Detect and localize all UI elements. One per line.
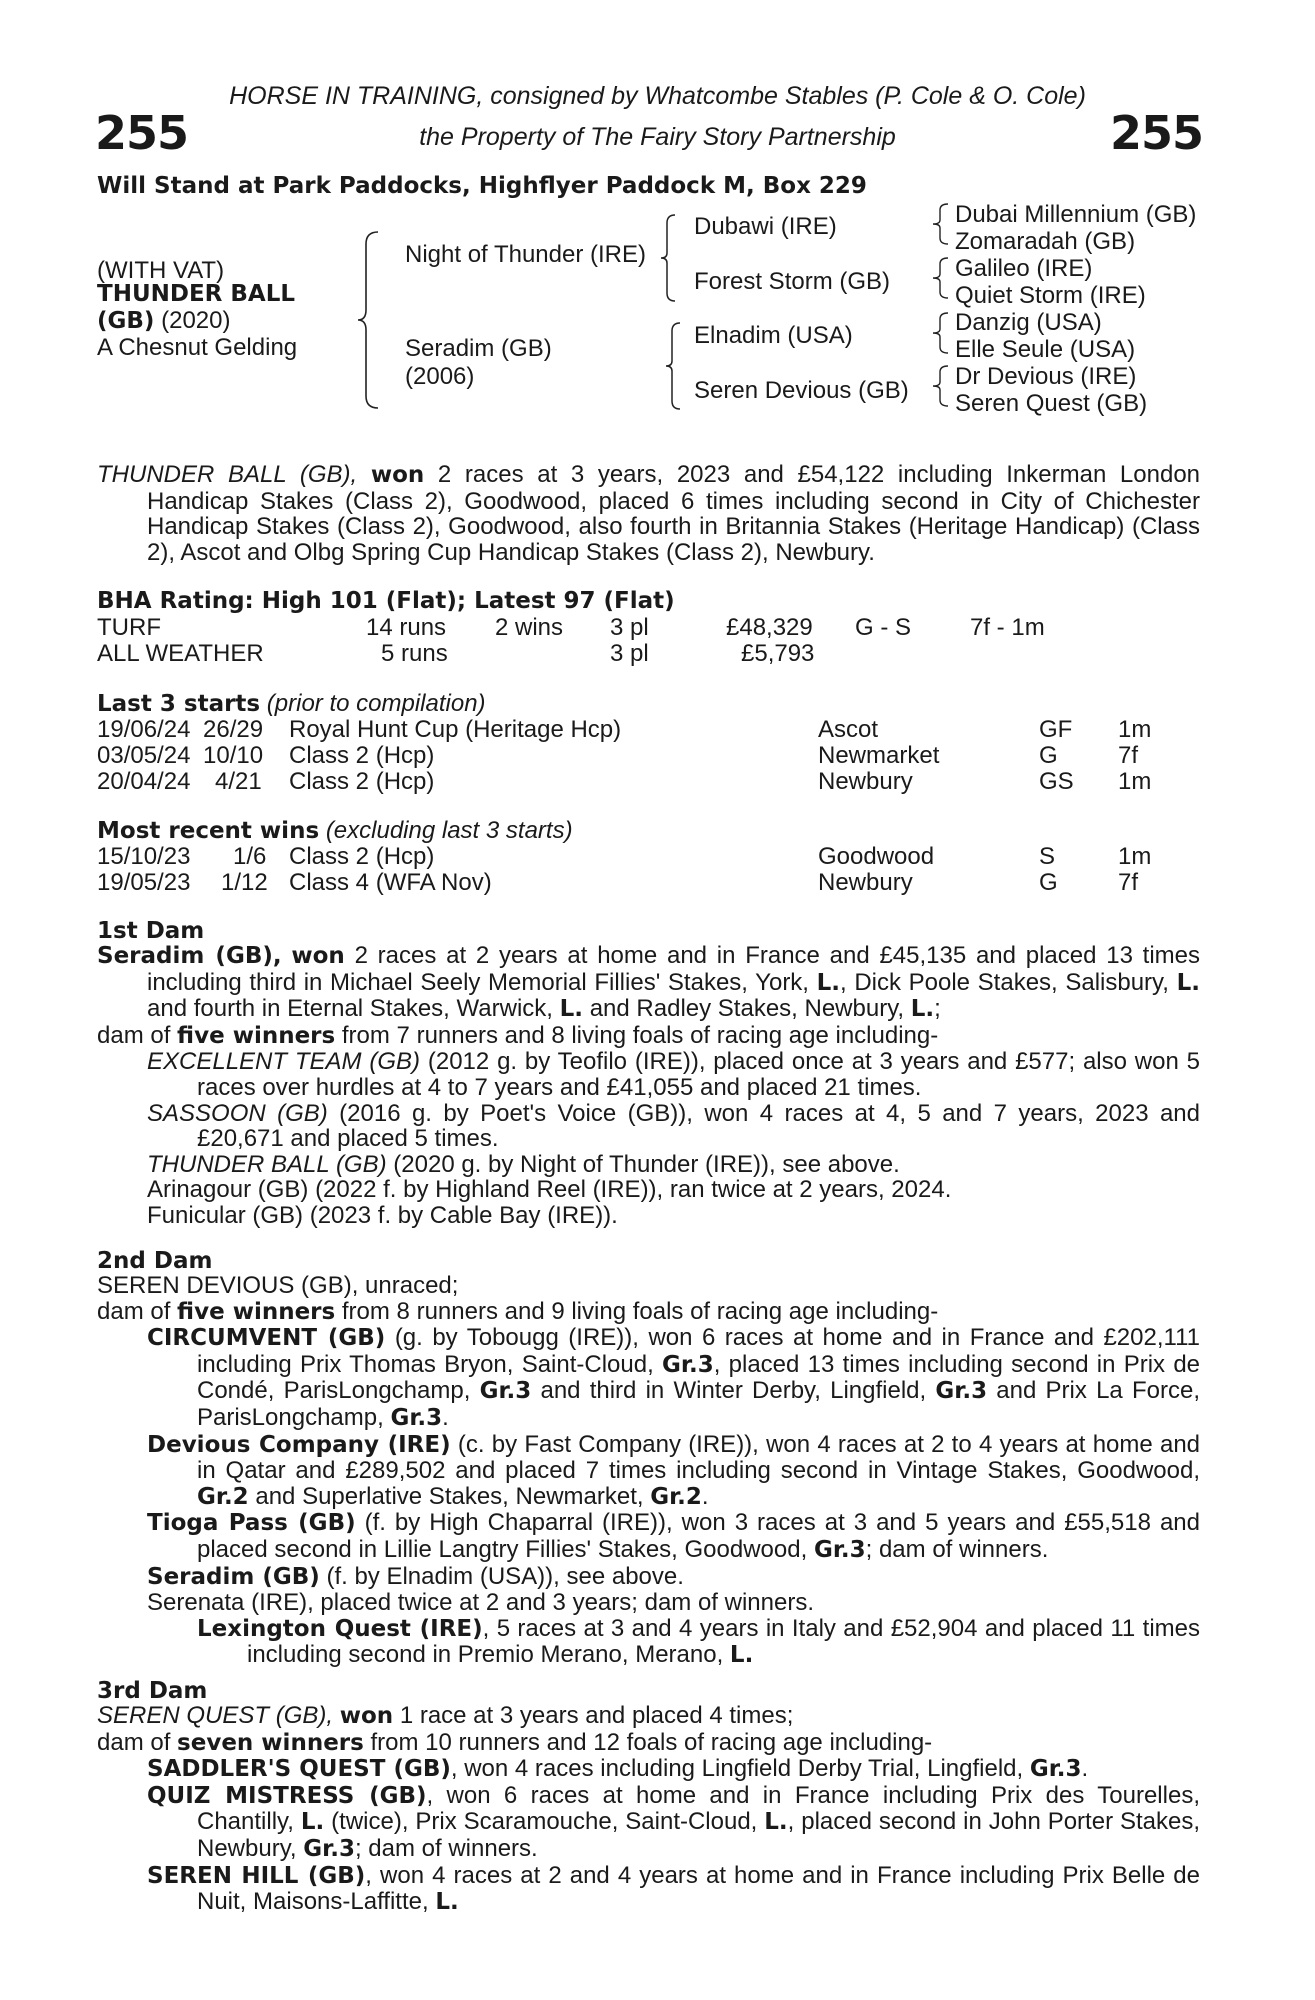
brace-g2 bbox=[930, 256, 952, 300]
horse-description: A Chesnut Gelding bbox=[97, 334, 298, 361]
brace-g1 bbox=[930, 202, 952, 246]
third-dam-record: SEREN QUEST (GB), won 1 race at 3 years and placed 4 times; dam of seven winners from 10 runners and 12 foals of racing age including- SADDLER'S QUEST (GB), won 4 races including Lingfield Derby Trial, Lingfield, Gr.3. QUIZ MISTRESS (GB), won 6 races at home and in France including Prix des Tourelles, Chantilly, L. (twice), Prix Scaramouche, Saint-Cloud, L., placed second in John Porter Stakes, Newbury, Gr.3; dam of winners. SEREN HILL (GB), won 4 races at 2 and 4 years at home and in France including Prix Belle de Nuit, Maisons-Laffitte, L. bbox=[97, 1702, 1201, 1916]
dam-dam: Seren Devious (GB) bbox=[694, 377, 909, 404]
rating-row-turf: TURF 14 runs 2 wins 3 pl £48,329 G - S 7f - 1m bbox=[97, 614, 1045, 641]
recent-win-row: 19/05/23 1/12 Class 4 (WFA Nov) Newbury G 7f bbox=[97, 869, 1139, 896]
ancestor-dss: Danzig (USA) bbox=[955, 309, 1102, 336]
stabling-location: Will Stand at Park Paddocks, Highflyer Paddock M, Box 229 bbox=[97, 173, 867, 199]
bha-rating-title: BHA Rating: High 101 (Flat); Latest 97 (Flat) bbox=[97, 588, 675, 614]
brace-g4 bbox=[930, 364, 952, 408]
consignor-line: HORSE IN TRAINING, consigned by Whatcombe Stables (P. Cole & O. Cole) bbox=[229, 82, 1086, 110]
pedigree-brace-dam bbox=[664, 321, 684, 411]
first-dam-heading: 1st Dam bbox=[97, 918, 205, 944]
sire: Night of Thunder (IRE) bbox=[405, 241, 646, 268]
last-start-row: 03/05/24 10/10 Class 2 (Hcp) Newmarket G 7f bbox=[97, 742, 1139, 769]
property-line: the Property of The Fairy Story Partnership bbox=[419, 123, 896, 151]
horse-name: THUNDER BALL bbox=[97, 281, 296, 307]
dam-year: (2006) bbox=[405, 363, 475, 390]
pedigree-brace-sire bbox=[659, 213, 679, 303]
recent-wins-heading: Most recent wins (excluding last 3 starts) bbox=[97, 817, 573, 844]
ancestor-ddd: Seren Quest (GB) bbox=[955, 390, 1148, 417]
lot-number-left: 255 bbox=[95, 106, 189, 160]
ancestor-dsd: Elle Seule (USA) bbox=[955, 336, 1136, 363]
second-dam-heading: 2nd Dam bbox=[97, 1248, 213, 1274]
sire-dam: Forest Storm (GB) bbox=[694, 268, 891, 295]
ancestor-sdd: Quiet Storm (IRE) bbox=[955, 282, 1146, 309]
ancestor-ssd: Zomaradah (GB) bbox=[955, 228, 1136, 255]
ancestor-dds: Dr Devious (IRE) bbox=[955, 363, 1137, 390]
dam-sire: Elnadim (USA) bbox=[694, 322, 853, 349]
last-starts-heading: Last 3 starts (prior to compilation) bbox=[97, 690, 486, 717]
brace-g3 bbox=[930, 311, 952, 355]
race-record-summary: THUNDER BALL (GB), won 2 races at 3 years, 2023 and £54,122 including Inkerman London Handicap Stakes (Class 2), Goodwood, placed 6 times including second in City of Chichester Handicap Stakes (Class 2), Goodwood, also fourth in Britannia Stakes (Heritage Handicap) (Class 2), Ascot and Olbg Spring Cup Handicap Stakes (Class 2), Newbury. bbox=[97, 461, 1201, 566]
rating-row-all-weather: ALL WEATHER 5 runs 3 pl £5,793 bbox=[97, 640, 815, 667]
last-start-row: 19/06/24 26/29 Royal Hunt Cup (Heritage Hcp) Ascot GF 1m bbox=[97, 716, 1152, 743]
recent-win-row: 15/10/23 1/6 Class 2 (Hcp) Goodwood S 1m bbox=[97, 843, 1152, 870]
sire-sire: Dubawi (IRE) bbox=[694, 213, 837, 240]
last-start-row: 20/04/24 4/21 Class 2 (Hcp) Newbury GS 1m bbox=[97, 768, 1152, 795]
ancestor-sss: Dubai Millennium (GB) bbox=[955, 201, 1197, 228]
horse-origin-year: (GB) (2020) bbox=[97, 307, 231, 334]
dam: Seradim (GB) bbox=[405, 335, 552, 362]
first-dam-record: Seradim (GB), won 2 races at 2 years at home and in France and £45,135 and placed 13 times including third in Michael Seely Memorial Fillies' Stakes, York, L., Dick Poole Stakes, Salisbury, L. and fourth in Eternal Stakes, Warwick, L. and Radley Stakes, Newbury, L.; dam of five winners from 7 runners and 8 living foals of racing age including- EXCELLENT TEAM (GB) (2012 g. by Teofilo (IRE)), placed once at 3 years and £577; also won 5 races over hurdles at 4 to 7 years and £41,055 and placed 21 times. SASSOON (GB) (2016 g. by Poet's Voice (GB)), won 4 races at 4, 5 and 7 years, 2023 and £20,671 and placed 5 times. THUNDER BALL (GB) (2020 g. by Night of Thunder (IRE)), see above. Arinagour (GB) (2022 f. by Highland Reel (IRE)), ran twice at 2 years, 2024. Funicular (GB) (2023 f. by Cable Bay (IRE)). bbox=[97, 942, 1201, 1229]
lot-number-right: 255 bbox=[1109, 106, 1203, 160]
second-dam-record: SEREN DEVIOUS (GB), unraced; dam of five winners from 8 runners and 9 living foals of racing age including- CIRCUMVENT (GB) (g. by Tobougg (IRE)), won 6 races at home and in France and £202,111 including Prix Thomas Bryon, Saint-Cloud, Gr.3, placed 13 times including second in Prix de Condé, ParisLongchamp, Gr.3 and third in Winter Derby, Lingfield, Gr.3 and Prix La Force, ParisLongchamp, Gr.3. Devious Company (IRE) (c. by Fast Company (IRE)), won 4 races at 2 to 4 years at home and in Qatar and £289,502 and placed 7 times including second in Vintage Stakes, Goodwood, Gr.2 and Superlative Stakes, Newmarket, Gr.2. Tioga Pass (GB) (f. by High Chaparral (IRE)), won 3 races at 3 and 5 years and £55,518 and placed second in Lillie Langtry Fillies' Stakes, Goodwood, Gr.3; dam of winners. Seradim (GB) (f. by Elnadim (USA)), see above. Serenata (IRE), placed twice at 2 and 3 years; dam of winners. Lexington Quest (IRE), 5 races at 3 and 4 years in Italy and £52,904 and placed 11 times including second in Premio Merano, Merano, L. bbox=[97, 1272, 1201, 1669]
ancestor-sds: Galileo (IRE) bbox=[955, 255, 1093, 282]
vat-note: (WITH VAT) bbox=[97, 257, 225, 284]
third-dam-heading: 3rd Dam bbox=[97, 1678, 208, 1704]
pedigree-brace-main bbox=[356, 230, 386, 410]
